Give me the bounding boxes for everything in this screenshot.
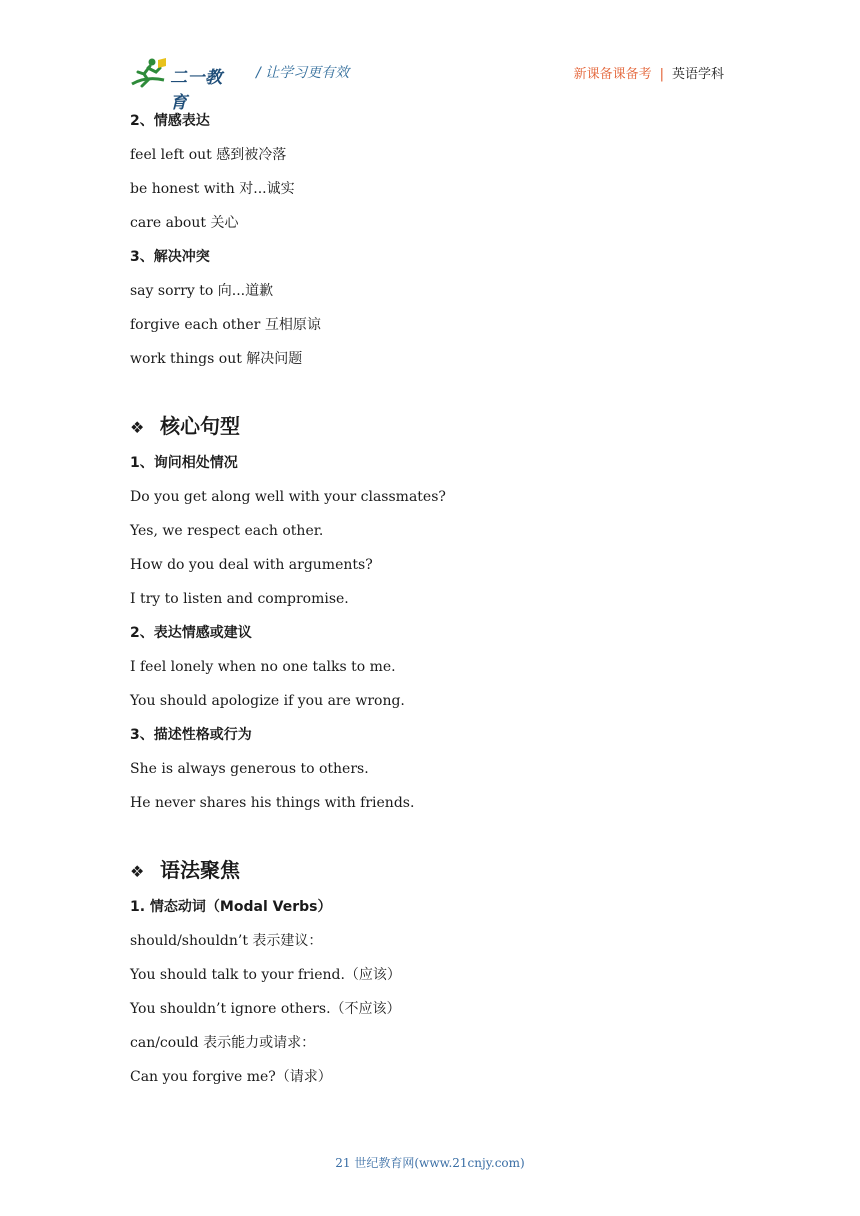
subheading-emotion: 2、情感表达 [130, 113, 210, 129]
grammar-item: should/shouldn’t 表示建议： [130, 933, 323, 949]
page-footer: 21 世纪教育网(www.21cnjy.com) [335, 1156, 525, 1170]
phrase-item: care about 关心 [130, 215, 239, 231]
diamond-bullet-icon: ❖ [130, 862, 145, 881]
phrase-item: say sorry to 向...道歉 [130, 283, 274, 299]
sentence-item: Do you get along well with your classmates? [130, 489, 446, 505]
sentence-item: I feel lonely when no one talks to me. [130, 659, 396, 675]
subheading-describe: 3、描述性格或行为 [130, 727, 252, 743]
section-title-text: 核心句型 [160, 414, 240, 438]
section-title-core [130, 406, 730, 446]
grammar-item: You should talk to your friend.（应该） [130, 967, 401, 983]
grammar-item: You shouldn’t ignore others.（不应该） [130, 1001, 401, 1017]
section-title-grammar [130, 850, 730, 890]
phrase-item: work things out 解决问题 [130, 351, 303, 367]
subheading-express: 2、表达情感或建议 [130, 625, 252, 641]
phrase-item: forgive each other 互相原谅 [130, 317, 321, 333]
section-title-text: 语法聚焦 [160, 858, 240, 882]
phrase-item: feel left out 感到被冷落 [130, 147, 287, 163]
sentence-item: Yes, we respect each other. [130, 523, 324, 539]
sentence-item: He never shares his things with friends. [130, 795, 415, 811]
sentence-item: You should apologize if you are wrong. [130, 693, 405, 709]
grammar-item: can/could 表示能力或请求： [130, 1035, 316, 1051]
document-body [130, 104, 730, 1094]
header-right [574, 63, 724, 82]
subheading-modal: 1. 情态动词（Modal Verbs） [130, 899, 332, 915]
phrase-item: be honest with 对...诚实 [130, 181, 295, 197]
subheading-conflict: 3、解决冲突 [130, 249, 210, 265]
sentence-item: How do you deal with arguments? [130, 557, 373, 573]
header-separator: | [659, 67, 664, 82]
grammar-item: Can you forgive me?（请求） [130, 1069, 332, 1085]
diamond-bullet-icon: ❖ [130, 418, 145, 437]
brand-logo [130, 56, 238, 113]
slogan: / 让学习更有效 [256, 65, 350, 81]
runner-icon [130, 56, 170, 90]
sentence-item: I try to listen and compromise. [130, 591, 349, 607]
subheading-ask: 1、询问相处情况 [130, 455, 238, 471]
course-label: 新课备课备考 [573, 67, 652, 82]
page-header [130, 56, 724, 113]
logo-text: 二一教育 [170, 68, 223, 113]
sentence-item: She is always generous to others. [130, 761, 369, 777]
subject-label: 英语学科 [671, 67, 724, 82]
